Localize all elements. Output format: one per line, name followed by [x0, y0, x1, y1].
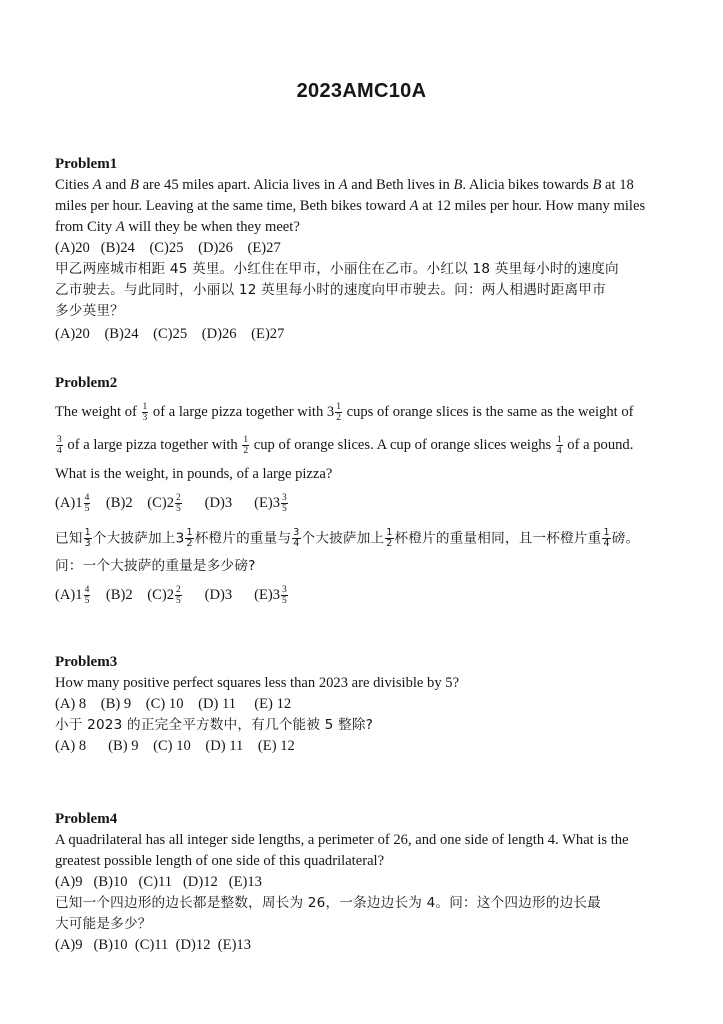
option-b-c: (B)2 (C)2	[91, 586, 175, 603]
text: of a large pizza together with 3	[149, 404, 335, 420]
problem-1-cn-line: 乙市驶去。与此同时，小丽以 12 英里每小时的速度向甲市驶去。问：两人相遇时距离甲市	[55, 282, 606, 298]
denominator: 2	[186, 538, 193, 550]
denominator: 5	[176, 504, 181, 515]
fraction-one-quarter	[602, 528, 610, 549]
math-var: B	[592, 177, 602, 193]
text: miles per hour. Leaving at the same time, Beth bikes toward	[55, 198, 410, 214]
numerator: 1	[142, 402, 148, 413]
problem-4-cn-line: 大可能是多少？	[55, 916, 152, 932]
math-var: A	[338, 177, 348, 193]
denominator: 5	[282, 504, 287, 515]
text: cups of orange slices is the same as the weight of	[342, 404, 634, 420]
problem-4-options-cn: (A)9 (B)10 (C)11 (D)12 (E)13	[55, 937, 252, 953]
denominator: 4	[603, 538, 610, 550]
fraction-one-half	[335, 402, 342, 423]
numerator: 1	[556, 435, 562, 446]
text: cup of orange slices. A cup of orange slices weighs	[250, 437, 555, 454]
option-d-e: (D)3 (E)3	[182, 586, 281, 603]
denominator: 2	[336, 413, 341, 424]
numerator: 4	[84, 493, 90, 504]
problem-2-text-line	[55, 435, 665, 456]
text: The weight of	[55, 404, 141, 420]
numerator: 1	[603, 527, 610, 539]
problem-2-options-en	[55, 493, 665, 514]
problem-1-cn-line: 甲乙两座城市相距 45 英里。小红住在甲市，小丽住在乙市。小红以 18 英里每小时的速度向	[55, 261, 619, 277]
math-var: A	[115, 219, 125, 235]
text: will they be when they meet?	[124, 219, 300, 235]
problem-1-options-cn: (A)20 (B)24 (C)25 (D)26 (E)27	[55, 326, 285, 342]
fraction-three-quarters	[292, 528, 300, 549]
fraction-one-third	[142, 402, 149, 423]
problem-2-text-line: What is the weight, in pounds, of a large pizza?	[55, 466, 333, 483]
denominator: 5	[84, 596, 90, 607]
text: 杯橙片的重量相同，且一杯橙片重	[394, 530, 602, 547]
math-var: A	[409, 198, 419, 214]
text: 个大披萨加上	[301, 530, 385, 547]
fraction-two-fifths	[175, 585, 182, 606]
text: of a pound.	[563, 437, 634, 454]
numerator: 3	[282, 493, 287, 504]
problem-1	[55, 154, 665, 345]
option-b-c: (B)2 (C)2	[91, 495, 175, 512]
option-a: (A)1	[55, 495, 83, 512]
problem-2-heading: Problem2	[55, 375, 118, 391]
problem-1-cn-line: 多少英里？	[55, 303, 124, 319]
text: and	[101, 177, 130, 193]
fraction-three-fifths	[281, 585, 288, 606]
fraction-four-fifths	[84, 585, 91, 606]
problem-1-text-line	[55, 175, 665, 196]
problem-3-options-en: (A) 8 (B) 9 (C) 10 (D) 11 (E) 12	[55, 696, 292, 712]
numerator: 3	[293, 527, 300, 539]
problem-2	[55, 373, 665, 606]
denominator: 5	[282, 596, 287, 607]
text: 杯橙片的重量与	[194, 530, 292, 547]
problem-3-options-cn: (A) 8 (B) 9 (C) 10 (D) 11 (E) 12	[55, 738, 295, 754]
denominator: 5	[176, 596, 181, 607]
denominator: 2	[243, 446, 249, 457]
numerator: 1	[186, 527, 193, 539]
fraction-one-quarter	[556, 435, 563, 456]
problem-2-cn-line: 问：一个大披萨的重量是多少磅?	[55, 557, 256, 574]
problem-4-cn-line: 已知一个四边形的边长都是整数，周长为 26，一条边边长为 4。问：这个四边形的边长最	[55, 895, 601, 911]
problem-3-text: How many positive perfect squares less than 2023 are divisible by 5?	[55, 675, 460, 691]
math-var: B	[130, 177, 139, 193]
fraction-one-half	[385, 528, 393, 549]
text: of a large pizza together with	[63, 437, 242, 454]
text: . Alicia bikes towards	[462, 177, 593, 193]
fraction-four-fifths	[84, 493, 91, 514]
fraction-one-half	[242, 435, 249, 456]
problem-3-cn-line: 小于 2023 的正完全平方数中，有几个能被 5 整除?	[55, 717, 374, 733]
text: 已知	[55, 530, 83, 547]
problem-3-heading: Problem3	[55, 654, 118, 670]
fraction-one-third	[84, 528, 92, 549]
problem-4-heading: Problem4	[55, 811, 118, 827]
fraction-one-half	[185, 528, 193, 549]
text: at 12 miles per hour. How many miles	[418, 198, 646, 214]
numerator: 1	[386, 527, 393, 539]
problem-4-options-en: (A)9 (B)10 (C)11 (D)12 (E)13	[55, 874, 262, 890]
denominator: 5	[84, 504, 90, 515]
text: at 18	[601, 177, 634, 193]
numerator: 2	[176, 493, 181, 504]
problem-1-text-line	[55, 217, 665, 238]
numerator: 4	[84, 585, 90, 596]
fraction-two-fifths	[175, 493, 182, 514]
fraction-three-quarters	[56, 435, 63, 456]
problem-2-options-cn	[55, 585, 665, 606]
text: and Beth lives in	[347, 177, 454, 193]
option-d-e: (D)3 (E)3	[182, 495, 281, 512]
text: Cities	[55, 177, 93, 193]
problem-3	[55, 652, 665, 757]
numerator: 1	[243, 435, 249, 446]
text: 磅。	[611, 530, 640, 547]
text: 个大披萨加上3	[92, 530, 185, 547]
problem-2-text-line	[55, 402, 665, 423]
problem-4	[55, 809, 665, 956]
numerator: 1	[84, 527, 91, 539]
denominator: 3	[142, 413, 148, 424]
numerator: 3	[57, 435, 62, 446]
numerator: 3	[282, 585, 287, 596]
option-a: (A)1	[55, 586, 83, 603]
problem-1-options-en: (A)20 (B)24 (C)25 (D)26 (E)27	[55, 240, 281, 256]
denominator: 4	[293, 538, 300, 550]
problem-4-text-line: greatest possible length of one side of this quadrilateral?	[55, 853, 385, 869]
denominator: 3	[84, 538, 91, 550]
denominator: 2	[386, 538, 393, 550]
denominator: 4	[57, 446, 62, 457]
problem-4-text-line: A quadrilateral has all integer side lengths, a perimeter of 26, and one side of length 4. What is the	[55, 832, 629, 848]
text: are 45 miles apart. Alicia lives in	[138, 177, 339, 193]
denominator: 4	[556, 446, 562, 457]
numerator: 2	[176, 585, 181, 596]
math-var: A	[92, 177, 102, 193]
problem-1-text-line	[55, 196, 665, 217]
math-var: B	[453, 177, 463, 193]
problem-2-cn-line	[55, 528, 665, 550]
fraction-three-fifths	[281, 493, 288, 514]
numerator: 1	[336, 402, 341, 413]
problem-1-heading: Problem1	[55, 156, 118, 172]
document-title: 2023AMC10A	[296, 80, 427, 102]
text: from City	[55, 219, 116, 235]
